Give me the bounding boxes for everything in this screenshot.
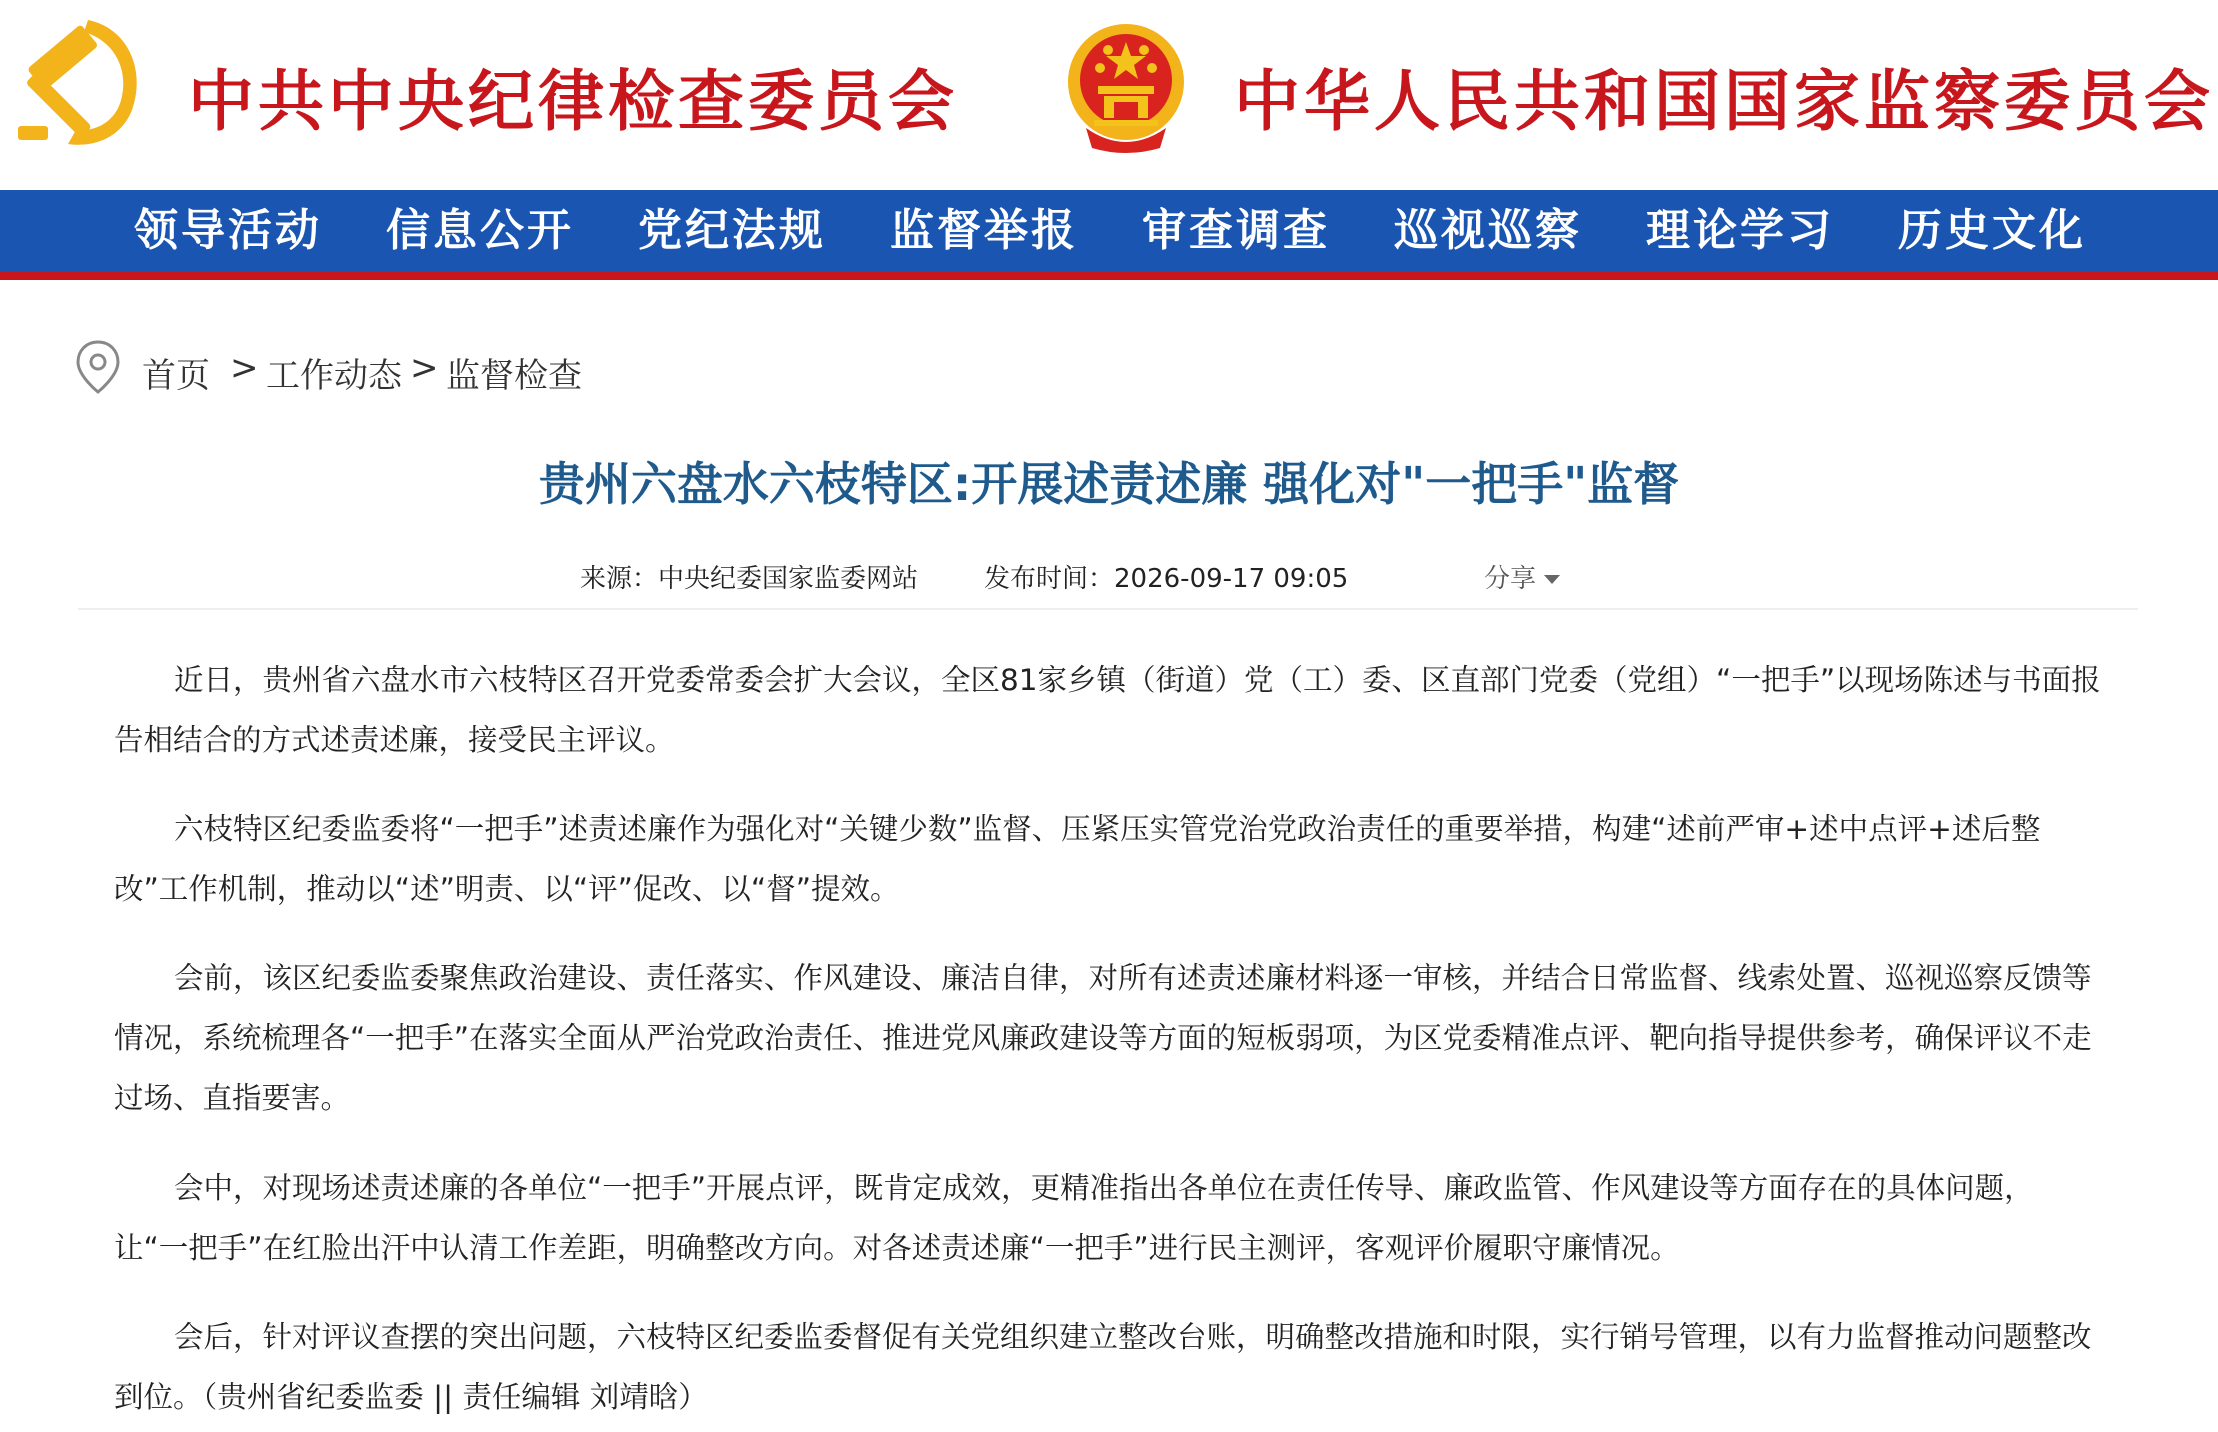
breadcrumb-work-news[interactable]: 工作动态	[266, 356, 402, 396]
nsc-title: 中华人民共和国国家监察委员会	[1234, 62, 2214, 140]
divider	[78, 608, 2138, 610]
cpc-ccdi-title: 中共中央纪律检查委员会	[188, 62, 958, 140]
time-label: 发布时间：	[984, 564, 1115, 594]
nav-item-investigation[interactable]: 审查调查	[1142, 205, 1330, 256]
breadcrumb-supervision[interactable]: 监督检查	[446, 356, 582, 396]
location-pin-icon	[72, 338, 124, 398]
breadcrumb-separator: >	[230, 348, 259, 388]
breadcrumb-home[interactable]: 首页	[142, 356, 210, 396]
nav-item-info-disclosure[interactable]: 信息公开	[386, 205, 574, 256]
source-label: 来源：	[580, 564, 659, 594]
nav-item-inspection[interactable]: 巡视巡察	[1394, 205, 1582, 256]
main-nav	[0, 190, 2218, 280]
nav-item-report[interactable]: 监督举报	[890, 205, 1078, 256]
article-title: 贵州六盘水六枝特区:开展述责述廉 强化对"一把手"监督	[538, 457, 1680, 511]
site-header	[0, 0, 2218, 190]
party-emblem-icon	[10, 14, 146, 150]
nav-item-theory[interactable]: 理论学习	[1646, 205, 1834, 256]
national-emblem-icon	[1064, 16, 1188, 156]
article-paragraph: 会中，对现场述责述廉的各单位“一把手”开展点评，既肯定成效，更精准指出各单位在责任传导、廉政监管、作风建设等方面存在的具体问题，让“一把手”在红脸出汗中认清工作差距，明确整改方向。对各述责述廉“一把手”进行民主测评，客观评价履职守廉情况。	[114, 1171, 2034, 1265]
article-paragraph: 六枝特区纪委监委将“一把手”述责述廉作为强化对“关键少数”监督、压紧压实管党治党政治责任的重要举措，构建“述前严审+述中点评+述后整改”工作机制，推动以“述”明责、以“评”促改、以“督”提效。	[114, 812, 2041, 906]
nav-item-history[interactable]: 历史文化	[1898, 205, 2086, 256]
nav-item-leadership[interactable]: 领导活动	[134, 205, 322, 256]
article-paragraph: 会后，针对评议查摆的突出问题，六枝特区纪委监委督促有关党组织建立整改台账，明确整改措施和时限，实行销号管理，以有力监督推动问题整改到位。（贵州省纪委监委 || 责任编辑 刘靖晗）	[114, 1320, 2092, 1414]
share-button[interactable]	[1484, 558, 1560, 595]
time-value: 2026-09-17 09:05	[1114, 564, 1349, 594]
share-label: 分享	[1484, 564, 1537, 594]
article-publish-time	[984, 558, 1348, 595]
article-paragraph: 会前，该区纪委监委聚焦政治建设、责任落实、作风建设、廉洁自律，对所有述责述廉材料逐一审核，并结合日常监督、线索处置、巡视巡察反馈等情况，系统梳理各“一把手”在落实全面从严治党政治责任、推进党风廉政建设等方面的短板弱项，为区党委精准点评、靶向指导提供参考，确保评议不走过场、直指要害。	[114, 961, 2092, 1115]
article-paragraph: 近日，贵州省六盘水市六枝特区召开党委常委会扩大会议，全区81家乡镇（街道）党（工）委、区直部门党委（党组）“一把手”以现场陈述与书面报告相结合的方式述责述廉，接受民主评议。	[114, 663, 2101, 757]
article-source	[580, 558, 918, 595]
breadcrumb-separator: >	[410, 348, 439, 388]
nav-item-regulations[interactable]: 党纪法规	[638, 205, 826, 256]
chevron-down-icon	[1544, 575, 1560, 584]
source-value: 中央纪委国家监委网站	[658, 564, 919, 594]
